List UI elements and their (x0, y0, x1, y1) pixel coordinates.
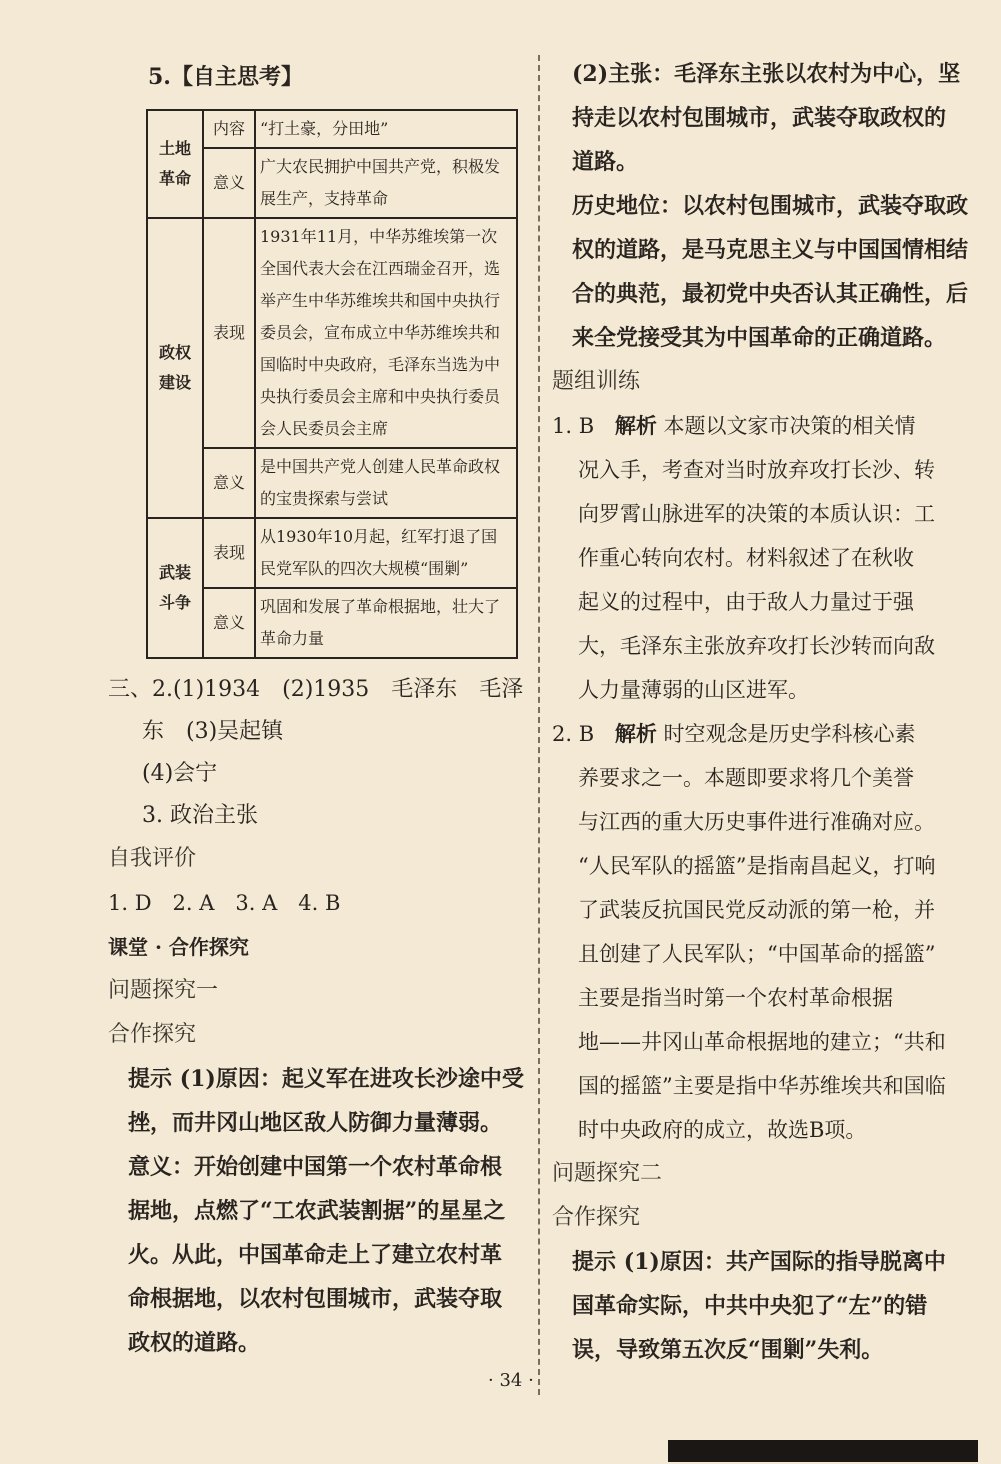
table-row (147, 110, 517, 148)
answer-line: 东 (3)吴起镇 (142, 719, 284, 744)
question-number: 1. B (552, 414, 595, 438)
analysis-text: 时空观念是历史学科核心素 (663, 722, 916, 746)
meaning-line: 政权的道路。 (128, 1330, 261, 1356)
hint-paragraph (552, 1240, 972, 1284)
analysis-text: 了武装反抗国民党反动派的第一枪，并 (578, 898, 935, 922)
scan-edge-mark (668, 1440, 978, 1462)
hint-text: 挫，而井冈山地区敌人防御力量薄弱。 (128, 1110, 503, 1136)
self-thinking-table (146, 109, 518, 659)
hint-text: (1)原因：共产国际的指导脱离中 (623, 1249, 946, 1275)
self-evaluation-heading: 自我评价 (108, 846, 197, 871)
analysis-text: 大，毛泽东主张放弃攻打长沙转而向敌 (578, 634, 935, 658)
analysis-text: 与江西的重大历史事件进行准确对应。 (578, 810, 935, 834)
status-line: 历史地位：以农村包围城市，武装夺取政 (572, 193, 969, 219)
row-text: 巩固和发展了革命根据地，壮大了革命力量 (255, 588, 517, 658)
category-armed-struggle: 武装斗争 (147, 518, 203, 658)
inquiry-2-heading: 问题探究二 (552, 1161, 663, 1186)
row-text: 从1930年10月起，红军打退了国民党军队的四次大规模“围剿” (255, 518, 517, 588)
meaning-line: 据地，点燃了“工农武装割据”的星星之 (128, 1198, 506, 1224)
hint-text: 误，导致第五次反“围剿”失利。 (572, 1337, 884, 1363)
column-divider (538, 55, 540, 1395)
analysis-label: 解析 (614, 413, 657, 438)
table-row (147, 218, 517, 448)
row-text: 是中国共产党人创建人民革命政权的宝贵探索与尝试 (255, 448, 517, 518)
hint-paragraph (108, 1057, 528, 1101)
table-row (147, 148, 517, 218)
analysis-text: 地——井冈山革命根据地的建立；“共和 (578, 1030, 946, 1054)
hint-text: 国革命实际，中共中央犯了“左”的错 (572, 1293, 928, 1319)
section-3-answers (108, 669, 528, 837)
analysis-text: 国的摇篮”主要是指中华苏维埃共和国临 (578, 1074, 946, 1098)
hint-label: 提示 (128, 1066, 173, 1092)
left-column (108, 52, 528, 1365)
analysis-text: 且创建了人民军队；“中国革命的摇篮” (578, 942, 936, 966)
answer-line: 3. 政治主张 (142, 803, 258, 828)
row-text: “打土豪，分田地” (255, 110, 517, 148)
row-label: 意义 (203, 448, 255, 518)
table-row (147, 518, 517, 588)
analysis-text: 起义的过程中，由于敌人力量过于强 (578, 590, 914, 614)
hint-label: 提示 (572, 1249, 617, 1275)
row-label: 内容 (203, 110, 255, 148)
question-1-analysis (552, 404, 972, 448)
row-label: 意义 (203, 148, 255, 218)
inquiry-1-heading: 问题探究一 (108, 978, 219, 1003)
table-row (147, 588, 517, 658)
analysis-text: 本题以文家市决策的相关情 (663, 414, 916, 438)
analysis-text: 人力量薄弱的山区进军。 (578, 678, 809, 702)
analysis-text: 作重心转向农村。材料叙述了在秋收 (578, 546, 914, 570)
analysis-text: 况入手，考查对当时放弃攻打长沙、转 (578, 458, 935, 482)
analysis-text: 养要求之一。本题即要求将几个美誉 (578, 766, 914, 790)
row-label: 表现 (203, 518, 255, 588)
analysis-text: 向罗霄山脉进军的决策的本质认识：工 (578, 502, 935, 526)
meaning-line: 命根据地，以农村包围城市，武装夺取 (128, 1286, 503, 1312)
answer-line: 三、2.(1)1934 (2)1935 毛泽东 毛泽 (108, 677, 524, 702)
row-label: 表现 (203, 218, 255, 448)
hint-text: (1)原因：起义军在进攻长沙途中受 (179, 1066, 524, 1092)
group-training-heading: 题组训练 (552, 369, 641, 394)
row-label: 意义 (203, 588, 255, 658)
cooperative-inquiry-heading: 合作探究 (552, 1205, 641, 1230)
meaning-line: 意义：开始创建中国第一个农村革命根 (128, 1154, 503, 1180)
question-2-analysis (552, 712, 972, 756)
self-evaluation-answers: 1. D 2. A 3. A 4. B (108, 891, 341, 915)
analysis-label: 解析 (614, 721, 657, 746)
claim-line: (2)主张：毛泽东主张以农村为中心，坚 (572, 61, 961, 87)
meaning-line: 火。从此，中国革命走上了建立农村革 (128, 1242, 503, 1268)
answer-line: (4)会宁 (142, 761, 218, 786)
analysis-text: “人民军队的摇篮”是指南昌起义，打响 (578, 854, 936, 878)
analysis-text: 主要是指当时第一个农村革命根据 (578, 986, 893, 1010)
right-column (552, 52, 972, 1372)
classroom-heading: 课堂 · 合作探究 (108, 935, 249, 959)
category-land-revolution: 土地革命 (147, 110, 203, 218)
cooperative-inquiry-heading: 合作探究 (108, 1022, 197, 1047)
question-5-heading: 5.【自主思考】 (148, 64, 303, 90)
category-regime-building: 政权建设 (147, 218, 203, 518)
status-line: 合的典范，最初党中央否认其正确性，后 (572, 281, 969, 307)
claim-line: 持走以农村包围城市，武装夺取政权的 (572, 105, 947, 131)
analysis-text: 时中央政府的成立，故选B项。 (578, 1118, 867, 1142)
claim-line: 道路。 (572, 149, 639, 175)
row-text: 1931年11月，中华苏维埃第一次全国代表大会在江西瑞金召开，选举产生中华苏维埃共和国中央执行委员会，宣布成立中华苏维埃共和国临时中央政府，毛泽东当选为中央执行委员会主席和中央执行委员会人民委员会主席 (255, 218, 517, 448)
status-line: 来全党接受其为中国革命的正确道路。 (572, 325, 947, 351)
status-line: 权的道路，是马克思主义与中国国情相结 (572, 237, 969, 263)
table-row (147, 448, 517, 518)
row-text: 广大农民拥护中国共产党，积极发展生产，支持革命 (255, 148, 517, 218)
question-number: 2. B (552, 722, 595, 746)
page-number: · 34 · (488, 1370, 534, 1391)
